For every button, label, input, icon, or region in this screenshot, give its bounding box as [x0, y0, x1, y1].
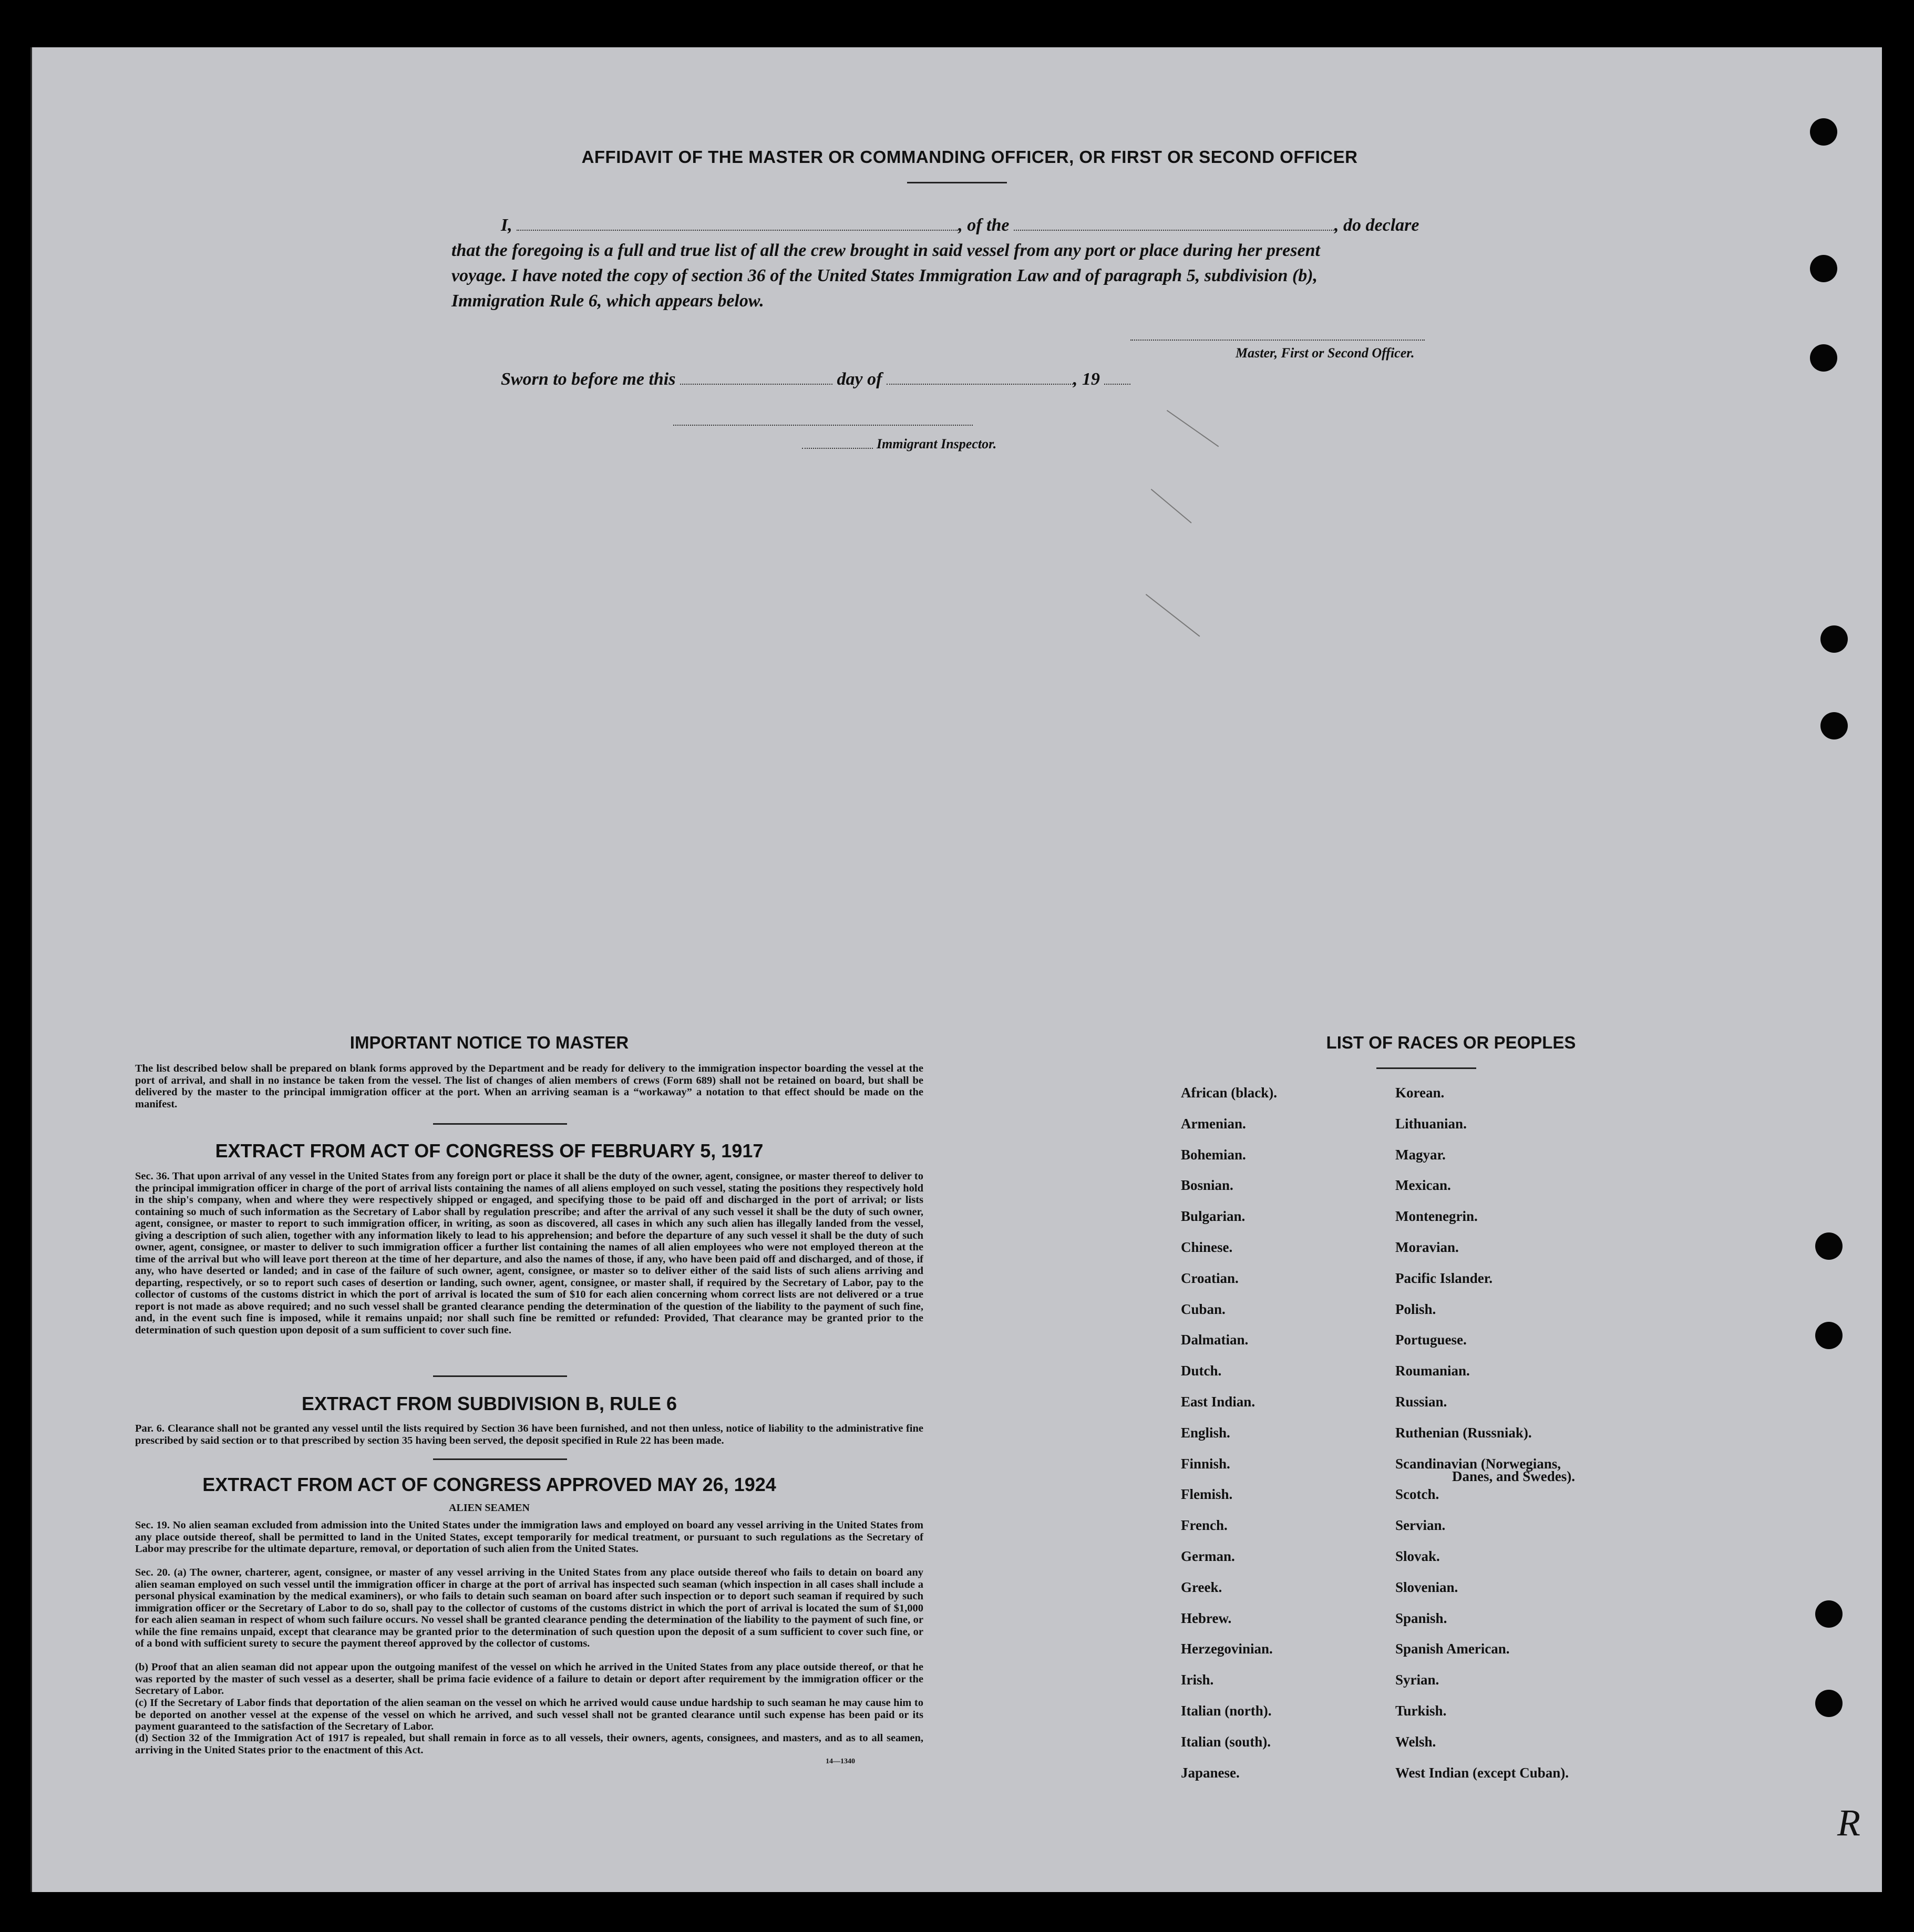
affidavit-of-the: , of the	[958, 215, 1010, 235]
notice-text: The list described below shall be prepared on blank forms approved by the Department and be ready for delivery to the immigration inspector boarding the vessel at the port of arrival, and shall in no instance be taken from the vessel. The list of changes of alien members of crews (Form 689) shall not be retained on board, but shall be delivered by the master to the principal immigration officer at the port. When an arriving seaman is a “workaway” a notation to that effect should be made on the manifest.	[135, 1063, 923, 1110]
act1924-title: EXTRACT FROM ACT OF CONGRESS APPROVED MAY 26, 1924	[202, 1474, 776, 1495]
master-name-field[interactable]	[517, 215, 958, 231]
race-item: Welsh.	[1395, 1733, 1436, 1750]
act1924-sec20a: Sec. 20. (a) The owner, charterer, agent, consignee, or master of any vessel arriving in the United States from any place outside thereof who fails to detain on board any alien seaman employed on such vessel until the immigration officer in charge at the port of arrival has inspected such seaman (which inspection in all cases shall include a personal physical examination by the medical examiners), or who fails to detain such seaman on board after such inspection or to deport such seaman if required by such immigration officer or the Secretary of Labor to do so, shall pay to the collector of customs of the customs district in which the port of arrival is located the sum of $1,000 for each alien seaman in respect of whom such failure occurs. No vessel shall be granted clearance pending the determination of the liability to the payment of such fine, or while the fine remains unpaid, except that clearance may be granted prior to the determination of such question upon the deposit of a sum sufficient to cover such fine, or of a bond with sufficient surety to secure the payment thereof approved by the collector of customs.	[135, 1567, 923, 1649]
binder-hole	[1815, 1232, 1843, 1260]
race-item: Turkish.	[1395, 1703, 1447, 1719]
race-item: Mexican.	[1395, 1177, 1451, 1194]
race-item: French.	[1181, 1517, 1228, 1534]
rule6-text: Par. 6. Clearance shall not be granted any vessel until the lists required by Section 36 have been furnished, and not then unless, notice of liability to the administrative fine prescribed by said section or to that prescribed by section 35 having been served, the deposit specified in Rule 22 has been made.	[135, 1423, 923, 1446]
race-item: Moravian.	[1395, 1239, 1459, 1255]
sworn-month-field[interactable]	[887, 369, 1073, 385]
inspector-label: Immigrant Inspector.	[877, 436, 997, 451]
affidavit-line1	[501, 213, 1520, 238]
race-item: Dalmatian.	[1181, 1332, 1249, 1348]
affidavit-line2: that the foregoing is a full and true list of all the crew brought in said vessel from any port or place during her present	[451, 241, 1320, 260]
sworn-line	[501, 367, 1130, 392]
race-item: Flemish.	[1181, 1486, 1233, 1503]
race-item: Spanish.	[1395, 1610, 1447, 1626]
race-item: Bohemian.	[1181, 1146, 1246, 1163]
act1917-title: EXTRACT FROM ACT OF CONGRESS OF FEBRUARY 5, 1917	[215, 1140, 764, 1162]
pencil-mark	[1146, 594, 1200, 637]
master-signature-label: Master, First or Second Officer.	[1236, 345, 1415, 361]
race-item: English.	[1181, 1424, 1230, 1441]
race-item: Italian (north).	[1181, 1703, 1272, 1719]
pencil-mark	[1167, 410, 1219, 447]
pencil-mark	[1151, 489, 1192, 523]
race-item: Slovenian.	[1395, 1579, 1458, 1595]
binder-hole	[1810, 118, 1837, 146]
master-signature-line[interactable]	[1130, 340, 1425, 341]
affidavit-i: I,	[501, 215, 512, 235]
race-item: Montenegrin.	[1395, 1208, 1478, 1225]
act1917-text: Sec. 36. That upon arrival of any vessel in the United States from any foreign port or place it shall be the duty of the owner, agent, consignee, or master thereof to deliver to the principal immigration officer in charge of the port of arrival lists containing the names of all aliens employed on such vessel, stating the positions they respectively hold in the ship's company, when and where they were respectively shipped or engaged, and specifying those to be paid off and discharged in the port of arrival; or lists containing so much of such information as the Secretary of Labor shall by regulation prescribe; and after the arrival of any such vessel it shall be the duty of such owner, agent, consignee, or master to report to such immigration officer, in writing, as soon as discovered, all cases in which any such alien has illegally landed from the vessel, giving a description of such alien, together with any information likely to lead to his apprehension; and before the departure of any such vessel it shall be the duty of such owner, agent, consignee, or master to deliver to such immigration officer a further list containing the names of all alien employees who were not employed thereon at the time of the arrival but who will leave port thereon at the time of her departure, and also the names of those, if any, who have been paid off and discharged, and of those, if any, who have deserted or landed; and in case of the failure of such owner, agent, consignee, or master so to deliver either of the said lists of such aliens arriving and departing, respectively, or so to report such cases of desertion or landing, such owner, agent, consignee, or master shall, if required by the Secretary of Labor, pay to the collector of customs of the customs district in which the port of arrival is located the sum of $10 for each alien concerning whom correct lists are not delivered or a true report is not made as above required; and no such vessel shall be granted clearance pending the determination of the question of the liability to the payment of such fine, and, in the event such fine is imposed, while it remains unpaid; nor shall such fine be remitted or refunded: Provided, That clearance may be granted prior to the determination of such question upon deposit of a sum sufficient to cover such fine.	[135, 1170, 923, 1336]
race-item: Polish.	[1395, 1301, 1436, 1317]
act1924-subtitle: ALIEN SEAMEN	[449, 1502, 530, 1514]
binder-hole	[1815, 1600, 1843, 1628]
act1924-sec20b: (b) Proof that an alien seaman did not appear upon the outgoing manifest of the vessel on which he arrived in the United States from any place outside thereof, or that he was reported by the master of such vessel as a deserter, shall be prima facie evidence of a failure to detain or deport after requirement by the immigration officer or the Secretary of Labor.	[135, 1661, 923, 1697]
race-item-continued: Danes, and Swedes).	[1452, 1468, 1576, 1484]
affidavit-line4: Immigration Rule 6, which appears below.	[451, 291, 764, 311]
race-item: Italian (south).	[1181, 1733, 1271, 1750]
race-item: Scotch.	[1395, 1486, 1439, 1503]
race-item: Pacific Islander.	[1395, 1270, 1493, 1286]
races-title-underline	[1376, 1067, 1476, 1069]
race-item: Scandinavian (Norwegians,	[1395, 1455, 1561, 1472]
form-sheet	[30, 47, 1882, 1892]
sworn-day-field[interactable]	[680, 369, 832, 385]
handwritten-mark: R	[1837, 1802, 1860, 1844]
sworn-day-of: day of	[837, 369, 882, 389]
affidavit-title: AFFIDAVIT OF THE MASTER OR COMMANDING OFFICER, OR FIRST OR SECOND OFFICER	[581, 147, 1358, 167]
race-item: Bosnian.	[1181, 1177, 1233, 1194]
race-item: Hebrew.	[1181, 1610, 1232, 1626]
binder-hole	[1810, 255, 1837, 282]
race-item: Bulgarian.	[1181, 1208, 1246, 1225]
sworn-year-field[interactable]	[1104, 369, 1130, 385]
race-item: Lithuanian.	[1395, 1115, 1467, 1132]
sworn-prefix: Sworn to before me this	[501, 369, 676, 389]
binder-hole	[1820, 712, 1848, 739]
act1924-sec20d: (d) Section 32 of the Immigration Act of 1917 is repealed, but shall remain in force as to all vessels, their owners, agents, consignees, and masters, and as to all seamen, arriving in the United States prior to the enactment of this Act.	[135, 1732, 923, 1756]
binder-hole	[1820, 625, 1848, 653]
race-item: Servian.	[1395, 1517, 1446, 1534]
race-item: Croatian.	[1181, 1270, 1239, 1286]
race-item: German.	[1181, 1548, 1235, 1564]
race-item: Chinese.	[1181, 1239, 1233, 1255]
divider	[433, 1123, 567, 1125]
race-item: Portuguese.	[1395, 1332, 1467, 1348]
vessel-name-field[interactable]	[1014, 215, 1334, 231]
form-number: 14—1340	[826, 1758, 855, 1765]
race-item: West Indian (except Cuban).	[1395, 1764, 1569, 1781]
divider	[433, 1375, 567, 1377]
race-item: Spanish American.	[1395, 1641, 1510, 1657]
rule6-title: EXTRACT FROM SUBDIVISION B, RULE 6	[301, 1393, 677, 1414]
act1924-sec19: Sec. 19. No alien seaman excluded from admission into the United States under the immigration laws and employed on board any vessel arriving in the United States from any place outside thereof, shall be permitted to land in the United States, except temporarily for medical treatment, or pursuant to such regulations as the Secretary of Labor may prescribe for the ultimate departure, removal, or deportation of such alien from the United States.	[135, 1519, 923, 1555]
race-item: Finnish.	[1181, 1455, 1230, 1472]
race-item: Magyar.	[1395, 1146, 1446, 1163]
act1924-sec20c: (c) If the Secretary of Labor finds that deportation of the alien seaman on the vessel on which he arrived would cause undue hardship to such seaman he may cause him to be deported on another vessel at the expense of the vessel on which he arrived, and such vessel shall not be granted clearance until such expense has been paid or its payment guaranteed to the satisfaction of the Secretary of Labor.	[135, 1697, 923, 1732]
race-item: Russian.	[1395, 1394, 1447, 1410]
race-item: Herzegovinian.	[1181, 1641, 1273, 1657]
inspector-signature-line-short	[802, 448, 873, 449]
race-item: African (black).	[1181, 1085, 1277, 1101]
divider	[433, 1458, 567, 1460]
title-underline	[907, 182, 1007, 183]
race-item: Greek.	[1181, 1579, 1222, 1595]
race-item: Korean.	[1395, 1085, 1445, 1101]
races-title: LIST OF RACES OR PEOPLES	[1326, 1033, 1576, 1052]
notice-title: IMPORTANT NOTICE TO MASTER	[349, 1033, 629, 1052]
race-item: Armenian.	[1181, 1115, 1246, 1132]
binder-hole	[1815, 1322, 1843, 1349]
race-item: Irish.	[1181, 1672, 1214, 1688]
race-item: Roumanian.	[1395, 1363, 1470, 1379]
race-item: Japanese.	[1181, 1764, 1240, 1781]
inspector-signature-line[interactable]	[673, 425, 973, 426]
race-item: Dutch.	[1181, 1363, 1222, 1379]
affidavit-declare: , do declare	[1334, 215, 1419, 235]
binder-hole	[1815, 1690, 1843, 1717]
affidavit-line3: voyage. I have noted the copy of section 36 of the United States Immigration Law and of paragraph 5, subdivision (b),	[451, 266, 1318, 285]
race-item: Slovak.	[1395, 1548, 1440, 1564]
binder-hole	[1810, 344, 1837, 372]
race-item: Syrian.	[1395, 1672, 1439, 1688]
sworn-year: , 19	[1073, 369, 1100, 389]
race-item: Cuban.	[1181, 1301, 1226, 1317]
race-item: Ruthenian (Russniak).	[1395, 1424, 1532, 1441]
race-item: East Indian.	[1181, 1394, 1256, 1410]
